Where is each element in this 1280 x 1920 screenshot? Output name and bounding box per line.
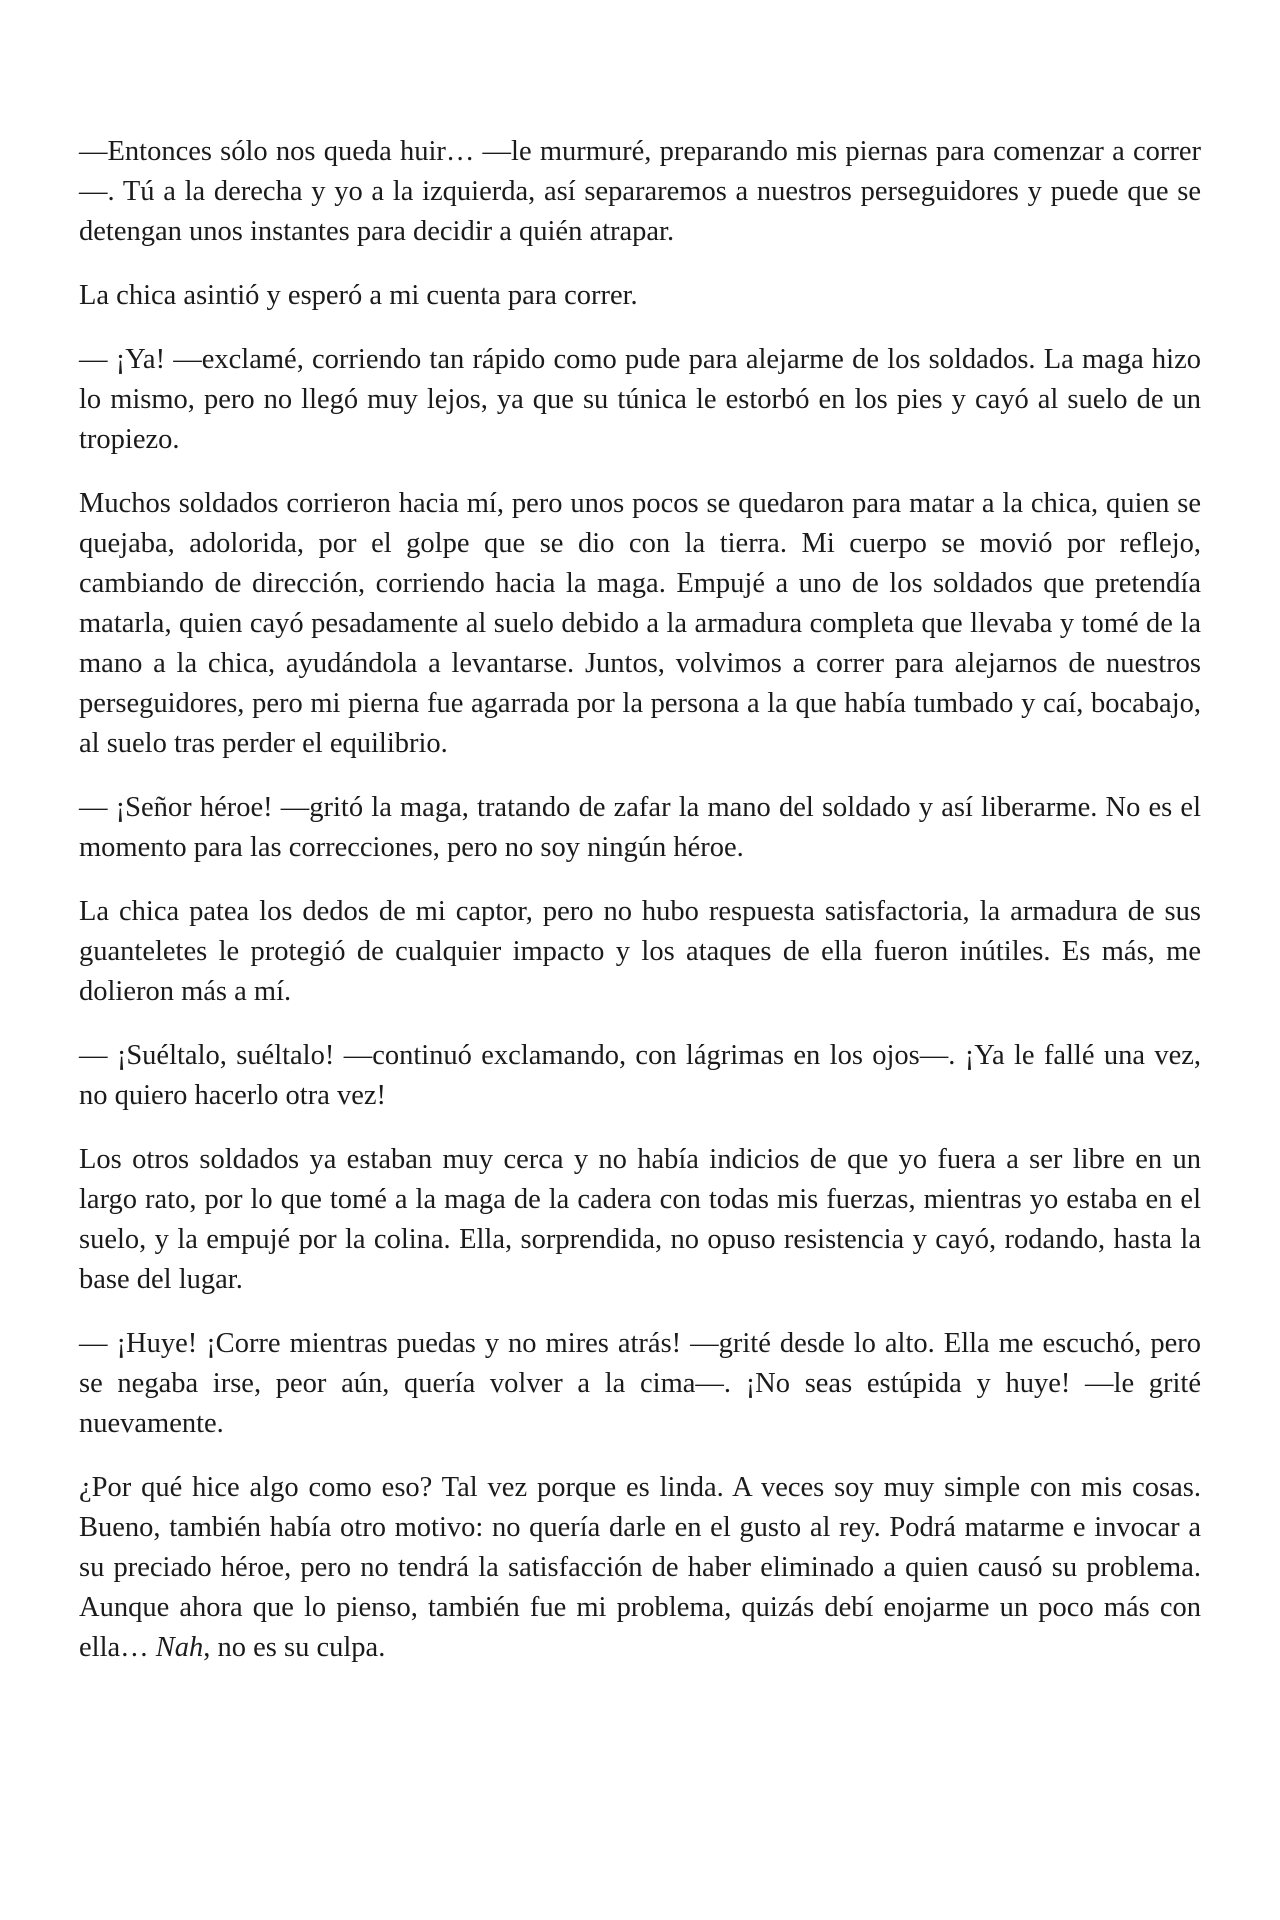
paragraph-4: Muchos soldados corrieron hacia mí, pero unos pocos se quedaron para matar a la chica, quien se quejaba, adolorida, por el golpe que se dio con la tierra. Mi cuerpo se movió por reflejo, cambiando de dirección, corriendo hacia la maga. Empujé a uno de los soldados que pretendía matarla, quien cayó pesadamente al suelo debido a la armadura completa que llevaba y tomé de la mano a la chica, ayudándola a levantarse. Juntos, volvimos a correr para alejarnos de nuestros perseguidores, pero mi pierna fue agarrada por la persona a la que había tumbado y caí, bocabajo, al suelo tras perder el equilibrio. xyxy=(79,488,1201,759)
paragraph-10-ending: , no es su culpa. xyxy=(203,1632,386,1663)
paragraph-2: La chica asintió y esperó a mi cuenta para correr. xyxy=(79,280,638,311)
emphasis-nah: Nah xyxy=(155,1632,204,1663)
paragraph-6: La chica patea los dedos de mi captor, pero no hubo respuesta satisfactoria, la armadura de sus guanteletes le protegió de cualquier impacto y los ataques de ella fueron inútiles. Es más, me dolieron más a mí. xyxy=(79,896,1201,1007)
paragraph-9: — ¡Huye! ¡Corre mientras puedas y no mires atrás! —grité desde lo alto. Ella me escuchó, pero se negaba irse, peor aún, quería volver a la cima—. ¡No seas estúpida y huye! —le grité nuevamente. xyxy=(79,1328,1201,1439)
paragraph-10 xyxy=(79,1468,1201,1668)
paragraph-8: Los otros soldados ya estaban muy cerca y no había indicios de que yo fuera a ser libre en un largo rato, por lo que tomé a la maga de la cadera con todas mis fuerzas, mientras yo estaba en el suelo, y la empujé por la colina. Ella, sorprendida, no opuso resistencia y cayó, rodando, hasta la base del lugar. xyxy=(79,1144,1201,1295)
paragraph-5: — ¡Señor héroe! —gritó la maga, tratando de zafar la mano del soldado y así liberarme. No es el momento para las correcciones, pero no soy ningún héroe. xyxy=(79,792,1201,863)
paragraph-1: —Entonces sólo nos queda huir… —le murmuré, preparando mis piernas para comenzar a correr—. Tú a la derecha y yo a la izquierda, así separaremos a nuestros perseguidores y puede que se detengan unos instantes para decidir a quién atrapar. xyxy=(79,136,1201,247)
document-page xyxy=(79,132,1201,1692)
paragraph-7: — ¡Suéltalo, suéltalo! —continuó exclamando, con lágrimas en los ojos—. ¡Ya le fallé una vez, no quiero hacerlo otra vez! xyxy=(79,1040,1201,1111)
paragraph-3: — ¡Ya! —exclamé, corriendo tan rápido como pude para alejarme de los soldados. La maga hizo lo mismo, pero no llegó muy lejos, ya que su túnica le estorbó en los pies y cayó al suelo de un tropiezo. xyxy=(79,344,1201,455)
paragraph-10-text: ¿Por qué hice algo como eso? Tal vez porque es linda. A veces soy muy simple con mis cosas. Bueno, también había otro motivo: no quería darle en el gusto al rey. Podrá matarme e invocar a su preciado héroe, pero no tendrá la satisfacción de haber eliminado a quien causó su problema. Aunque ahora que lo pienso, también fue mi problema, quizás debí enojarme un poco más con ella… xyxy=(79,1472,1201,1663)
